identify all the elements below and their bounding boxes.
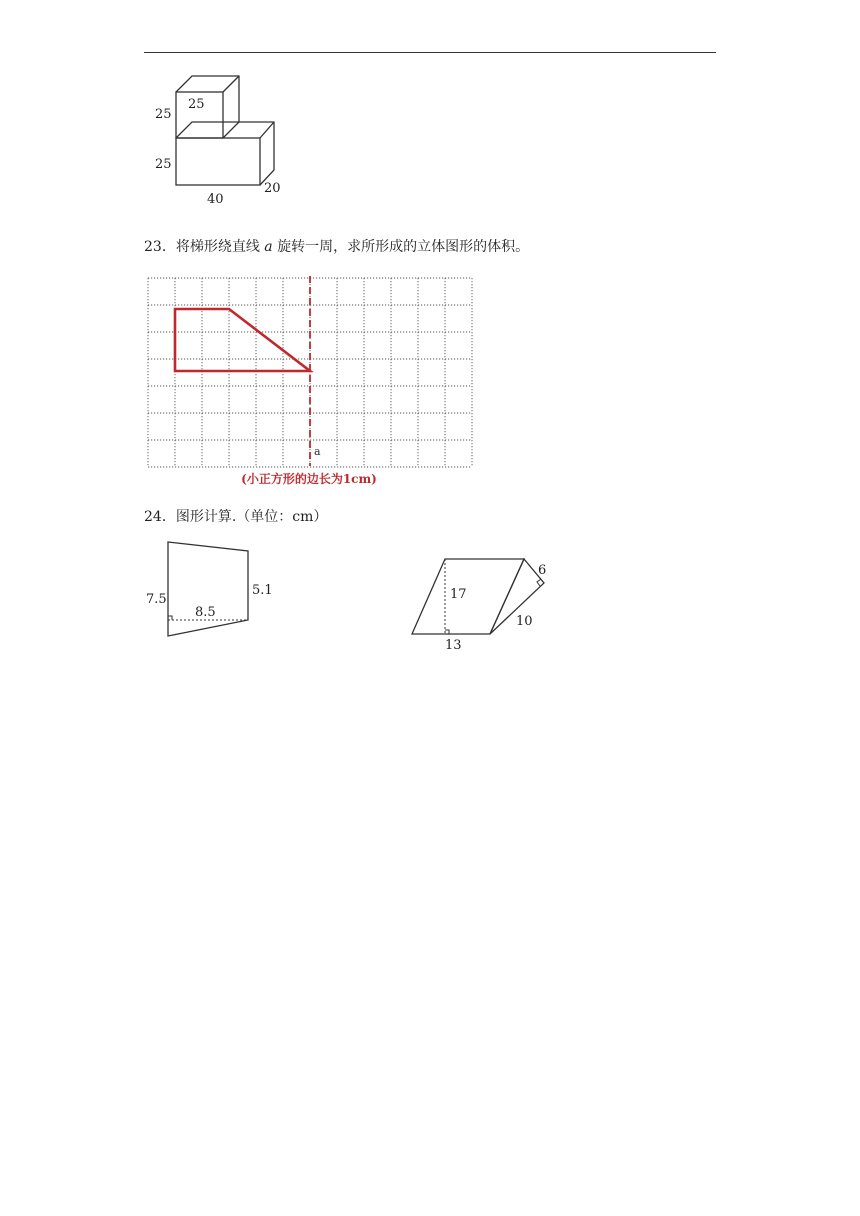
- right-angle-mark-3: [537, 579, 541, 586]
- parallelogram-base-label: 13: [445, 638, 462, 653]
- trapezoid-1-left-label: 7.5: [146, 592, 167, 607]
- question-23: [144, 238, 529, 256]
- bottom-box-depth-label: 20: [264, 181, 281, 196]
- grid-lines: [148, 278, 472, 467]
- rotation-axis-label: a: [314, 445, 321, 458]
- top-divider: [144, 52, 716, 53]
- trapezoid-1-height-label: 8.5: [195, 605, 216, 620]
- trapezoid-1-outline: [168, 542, 248, 636]
- question-23-text-before: 将梯形绕直线: [175, 239, 265, 255]
- trapezoid-1-right-label: 5.1: [252, 583, 273, 598]
- grid-caption: (小正方形的边长为1cm): [241, 472, 377, 486]
- composite-figure-2: [405, 550, 555, 655]
- question-24: 24．图形计算.（单位：cm）: [144, 509, 328, 525]
- trapezoid-grid-figure: [140, 270, 480, 495]
- triangle-short-side-label: 6: [538, 563, 547, 578]
- bottom-box-height-label: 25: [155, 157, 172, 172]
- question-23-text-after: 旋转一周，求所形成的立体图形的体积。: [272, 239, 530, 255]
- top-box-height-label: 25: [155, 107, 172, 122]
- trapezoid-figure-1: [140, 535, 290, 645]
- triangle-slant-label: 10: [516, 614, 533, 629]
- bottom-box-top-side: [176, 122, 274, 185]
- bottom-box-front: [176, 138, 260, 185]
- question-23-number: 23．: [144, 239, 176, 255]
- top-box-top-side: [176, 76, 239, 122]
- stacked-boxes-figure: [145, 68, 295, 208]
- trapezoid-shape: [175, 309, 310, 371]
- top-box-inner-label: 25: [188, 97, 205, 112]
- parallelogram-height-label: 17: [450, 587, 467, 602]
- question-23-axis-name: a: [264, 239, 273, 255]
- bottom-box-width-label: 40: [207, 192, 224, 207]
